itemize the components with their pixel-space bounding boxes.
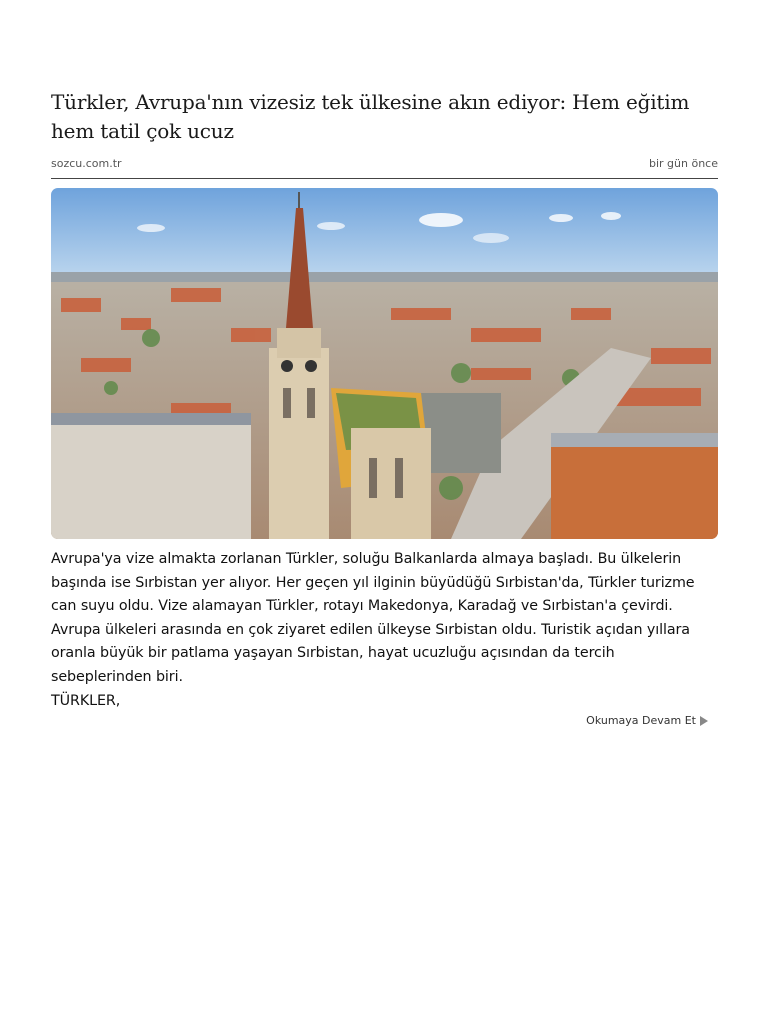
- article-time: bir gün önce: [649, 157, 718, 170]
- read-more-button[interactable]: [586, 714, 708, 727]
- article-source: sozcu.com.tr: [51, 157, 122, 170]
- article-card[interactable]: [51, 88, 718, 713]
- city-aerial-photo-icon: [51, 188, 718, 539]
- article-title[interactable]: Türkler, Avrupa'nın vizesiz tek ülkesine akın ediyor: Hem eğitim hem tatil çok ucuz: [51, 90, 690, 143]
- article-summary: [51, 548, 718, 713]
- article-paragraph-tail: TÜRKLER,: [51, 692, 121, 709]
- article-meta: [51, 157, 718, 179]
- play-arrow-icon: [700, 716, 708, 726]
- article-image[interactable]: [51, 188, 718, 539]
- read-more-label: Okumaya Devam Et: [586, 714, 696, 727]
- article-paragraph: Avrupa'ya vize almakta zorlanan Türkler, soluğu Balkanlarda almaya başladı. Bu ülkelerin başında ise Sırbistan yer alıyor. Her geçen yıl ilginin büyüdüğü Sırbistan'da, Türkler turizme can suyu oldu. Vize alamayan Türkler, rotayı Makedonya, Karadağ ve Sırbistan'a çevirdi. Avrupa ülkeleri arasında en çok ziyaret edilen ülkeyse Sırbistan oldu. Turistik açıdan yıllara oranla büyük bir patlama yaşayan Sırbistan, hayat ucuzluğu açısından da tercih sebeplerinden biri.: [51, 551, 695, 685]
